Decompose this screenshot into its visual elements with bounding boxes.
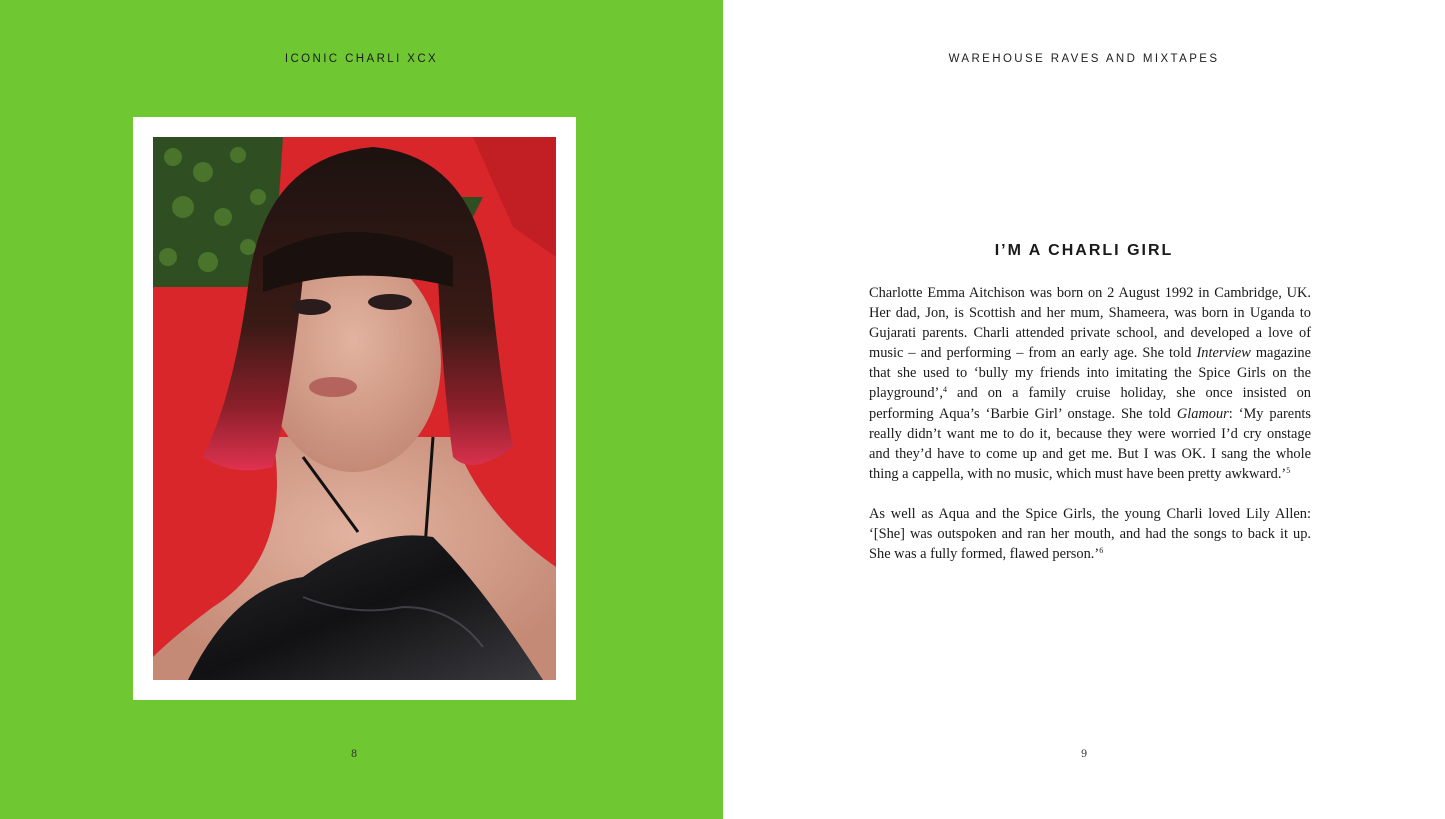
paragraph-1-text-d: : ‘My parents really didn’t want me to do it, because they were worried I’d cry onstage and they’d have to come up and get me. But I was OK. I sang the whole thing a cappella, with no music, which must have been pretty awkward.’ bbox=[869, 405, 1311, 482]
magazine-title-glamour: Glamour bbox=[1176, 405, 1229, 422]
portrait-photo bbox=[153, 137, 556, 680]
paragraph-1-text-c: and on a family cruise holiday, she once insisted on performing Aqua’s ‘Barbie Girl’ onstage. She told bbox=[869, 385, 1311, 422]
footnote-ref-6: 6 bbox=[1099, 546, 1104, 556]
footnote-ref-4: 4 bbox=[942, 385, 947, 395]
chapter-title: I’M A CHARLI GIRL bbox=[994, 242, 1174, 259]
photo-frame bbox=[133, 117, 576, 700]
body-text bbox=[869, 283, 1311, 584]
paragraph-2 bbox=[869, 504, 1311, 564]
paragraph-1-text-b: magazine that she used to ‘bully my friends into imitating the Spice Girls on the playground’, bbox=[869, 345, 1311, 402]
paragraph-2-text: As well as Aqua and the Spice Girls, the young Charli loved Lily Allen: ‘[She] was outspoken and ran her mouth, and had the songs to back it up. She was a fully formed, flawed person.’ bbox=[869, 505, 1311, 563]
right-page bbox=[723, 0, 1445, 819]
paragraph-1-text-a: Charlotte Emma Aitchison was born on 2 August 1992 in Cambridge, UK. Her dad, Jon, is Scottish and her mum, Shameera, was born in Uganda to Gujarati parents. Charli attended private school, and developed a love of music – and performing – from an early age. She told bbox=[869, 285, 1311, 362]
portrait-illustration bbox=[153, 137, 556, 680]
right-page-number: 9 bbox=[1080, 749, 1088, 760]
magazine-title-interview: Interview bbox=[1196, 345, 1251, 362]
left-page-number: 8 bbox=[350, 749, 358, 760]
footnote-ref-5: 5 bbox=[1286, 465, 1291, 475]
paragraph-1 bbox=[869, 283, 1311, 484]
right-running-head: WAREHOUSE RAVES AND MIXTAPES bbox=[948, 53, 1220, 65]
left-running-head: ICONIC CHARLI XCX bbox=[284, 53, 439, 65]
